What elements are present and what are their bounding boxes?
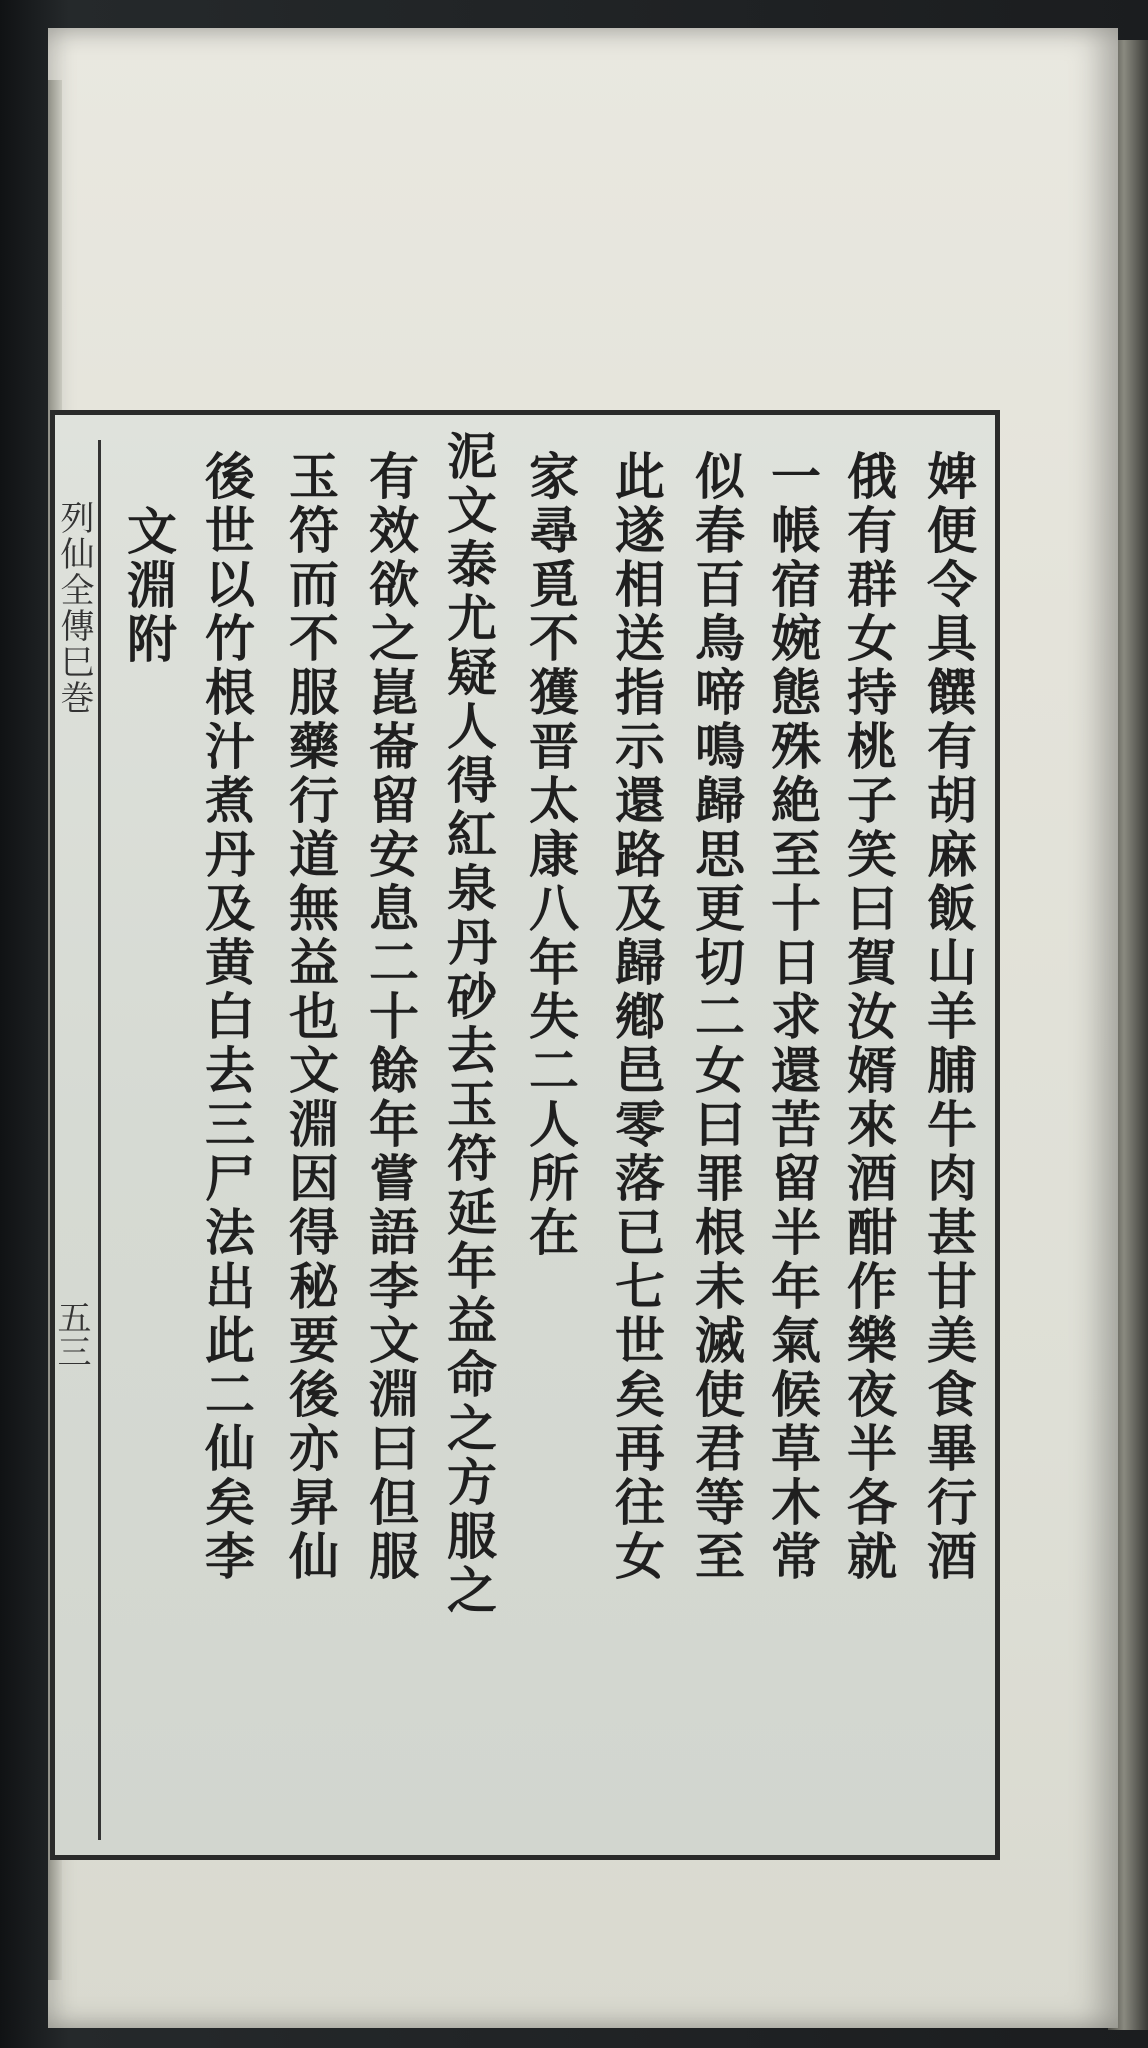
page-number: 五三	[51, 1300, 91, 1368]
text-column-3: 一帳宿婉態殊絶至十日求還苦留半年氣候草木常	[763, 450, 822, 1584]
text-column-7: 泥文泰尤疑人得紅泉丹砂去玉符延年益命之方服之	[439, 430, 498, 1618]
text-column-2: 俄有群女持桃子笑曰賀汝婿來酒酣作樂夜半各就	[839, 450, 898, 1584]
text-column-11: 文淵附	[119, 505, 178, 667]
text-column-9: 玉符而不服藥行道無益也文淵因得秘要後亦昇仙	[281, 450, 340, 1584]
text-column-1: 婢便令具饌有胡麻飯山羊脯牛肉甚甘美食畢行酒	[919, 450, 978, 1584]
margin-rule	[98, 440, 101, 1840]
text-column-8: 有效欲之崑崙留安息二十餘年嘗語李文淵曰但服	[361, 450, 420, 1584]
text-column-6: 家尋覓不獲晋太康八年失二人所在	[521, 450, 580, 1260]
text-column-4: 似春百鳥啼鳴歸思更切二女曰罪根未滅使君等至	[687, 450, 746, 1584]
text-column-10: 後世以竹根汁煮丹及黄白去三尸法出此二仙矣李	[197, 450, 256, 1584]
text-column-5: 此遂相送指示還路及歸鄕邑零落已七世矣再往女	[607, 450, 666, 1584]
margin-title: 列仙全傳巳巻	[54, 500, 94, 716]
